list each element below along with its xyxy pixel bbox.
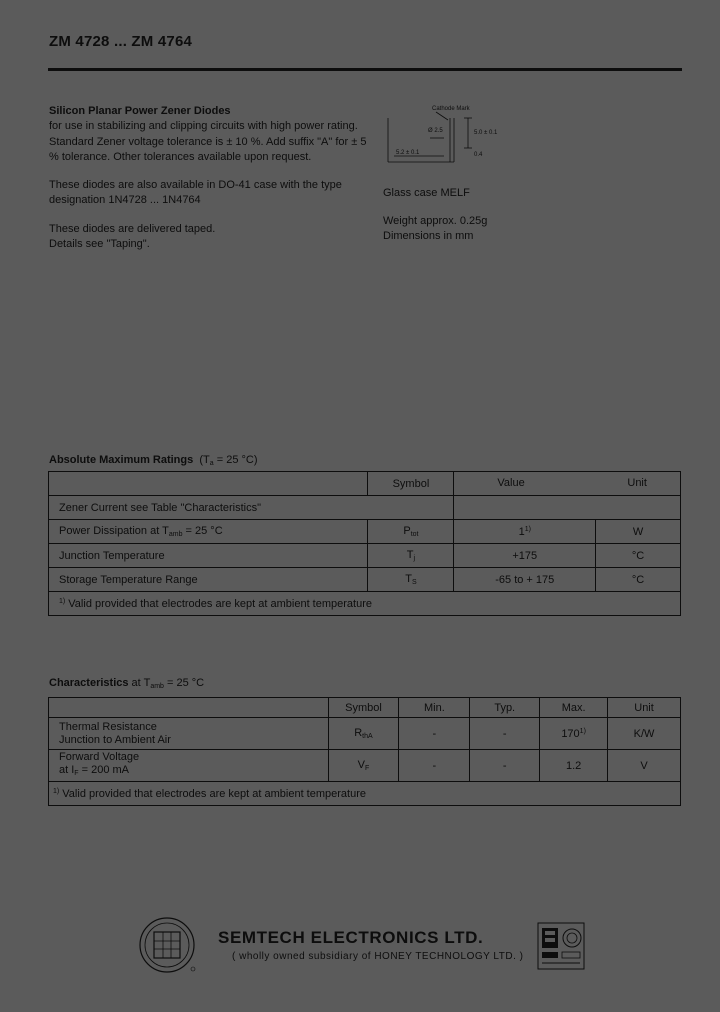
footer-company: SEMTECH ELECTRONICS LTD. <box>218 928 484 947</box>
cathode-mark-label: Cathode Mark <box>432 106 470 112</box>
ratings-header-unit: Unit <box>627 477 647 489</box>
weight-text: Weight approx. 0.25g <box>383 215 488 227</box>
table-row <box>49 520 681 544</box>
characteristics-condition: at $T_{amb} = 25$ °C <box>128 677 205 690</box>
min-cell: - <box>399 718 470 750</box>
dim-length: 5.0 ± 0.1 <box>474 130 498 136</box>
unit-cell: K/W <box>608 718 681 750</box>
param-cell: Forward Voltage at $I_F = 200$ mA <box>49 750 329 782</box>
unit-cell: W <box>596 520 681 544</box>
char-header-typ: Typ. <box>470 698 540 718</box>
dim-diameter: Ø 2.5 <box>428 128 443 134</box>
char-header-unit: Unit <box>608 698 681 718</box>
value-cell: +175 <box>454 544 596 568</box>
footer-subtitle: ( wholly owned subsidiary of HONEY TECHNOLOGY LTD. ) <box>232 951 524 962</box>
unit-cell: V <box>608 750 681 782</box>
dim-body: 5.2 ± 0.1 <box>396 150 420 156</box>
description-heading: Silicon Planar Power Zener Diodes <box>49 105 231 117</box>
certification-mark-icon <box>537 922 585 970</box>
param-cell: Thermal Resistance Junction to Ambient Air <box>49 718 329 750</box>
symbol-cell: $P_{tot}$ <box>368 520 454 544</box>
symbol-cell: $T_j$ <box>368 544 454 568</box>
param-cell: Storage Temperature Range <box>49 568 368 592</box>
case-text: Glass case MELF <box>383 187 470 199</box>
page-title: ZM 4728 ... ZM 4764 <box>49 33 193 50</box>
characteristics-note: $^{1)}$ Valid provided that electrodes are kept at ambient temperature <box>49 782 681 806</box>
param-cell: Junction Temperature <box>49 544 368 568</box>
ratings-header-symbol: Symbol <box>368 472 454 496</box>
description <box>49 104 369 252</box>
symbol-cell: $T_S$ <box>368 568 454 592</box>
value-cell: 1$^{1)}$ <box>454 520 596 544</box>
char-header-symbol: Symbol <box>328 698 399 718</box>
zener-row-text: Zener Current see Table "Characteristics" <box>49 496 454 520</box>
title-rule <box>48 68 682 71</box>
characteristics-heading <box>49 677 204 690</box>
table-row <box>49 568 681 592</box>
table-row <box>49 718 681 750</box>
characteristics-table <box>48 697 681 806</box>
param-cell: Power Dissipation at $T_{amb} = 25$ °C <box>49 520 368 544</box>
typ-cell: - <box>470 718 540 750</box>
table-row <box>49 750 681 782</box>
characteristics-header-row <box>49 698 681 718</box>
ratings-condition: ($T_a = 25$ °C) <box>199 454 258 467</box>
unit-cell: °C <box>596 544 681 568</box>
note-row <box>49 592 681 616</box>
characteristics-title: Characteristics <box>49 677 129 689</box>
description-para3a: These diodes are delivered taped. <box>49 222 216 235</box>
dimensions-text: Dimensions in mm <box>383 230 474 242</box>
ratings-header-value: Value <box>497 477 525 489</box>
description-para2: These diodes are also available in DO-41 case with the type designation 1N4728 ... 1N4764 <box>49 179 342 207</box>
ratings-title: Absolute Maximum Ratings <box>49 454 194 466</box>
max-cell: 1.2 <box>540 750 608 782</box>
min-cell: - <box>399 750 470 782</box>
ratings-heading <box>49 454 258 467</box>
max-cell: 170$^{1)}$ <box>540 718 608 750</box>
symbol-cell: $R_{thA}$ <box>328 718 399 750</box>
typ-cell: - <box>470 750 540 782</box>
zener-row <box>49 496 681 520</box>
company-logo-icon <box>137 915 197 975</box>
note-row <box>49 782 681 806</box>
symbol-cell: $V_F$ <box>328 750 399 782</box>
table-row <box>49 544 681 568</box>
ratings-header-value-unit <box>454 472 681 496</box>
dim-end: 0.4 <box>474 152 483 158</box>
package-info <box>383 186 487 244</box>
package-drawing <box>384 100 544 170</box>
description-para1: for use in stabilizing and clipping circuits with high power rating. Standard Zener voltage tolerance is ± 10 %. Add suffix "A" for ± 5 % tolerance. Other tolerances available upon request. <box>49 120 367 163</box>
unit-cell: °C <box>596 568 681 592</box>
value-cell: -65 to + 175 <box>454 568 596 592</box>
char-header-min: Min. <box>399 698 470 718</box>
ratings-table <box>48 471 681 616</box>
ratings-note: $^{1)}$ Valid provided that electrodes are kept at ambient temperature <box>49 592 681 616</box>
char-header-max: Max. <box>540 698 608 718</box>
description-para3b: Details see "Taping". <box>49 238 150 251</box>
ratings-header-row <box>49 472 681 496</box>
